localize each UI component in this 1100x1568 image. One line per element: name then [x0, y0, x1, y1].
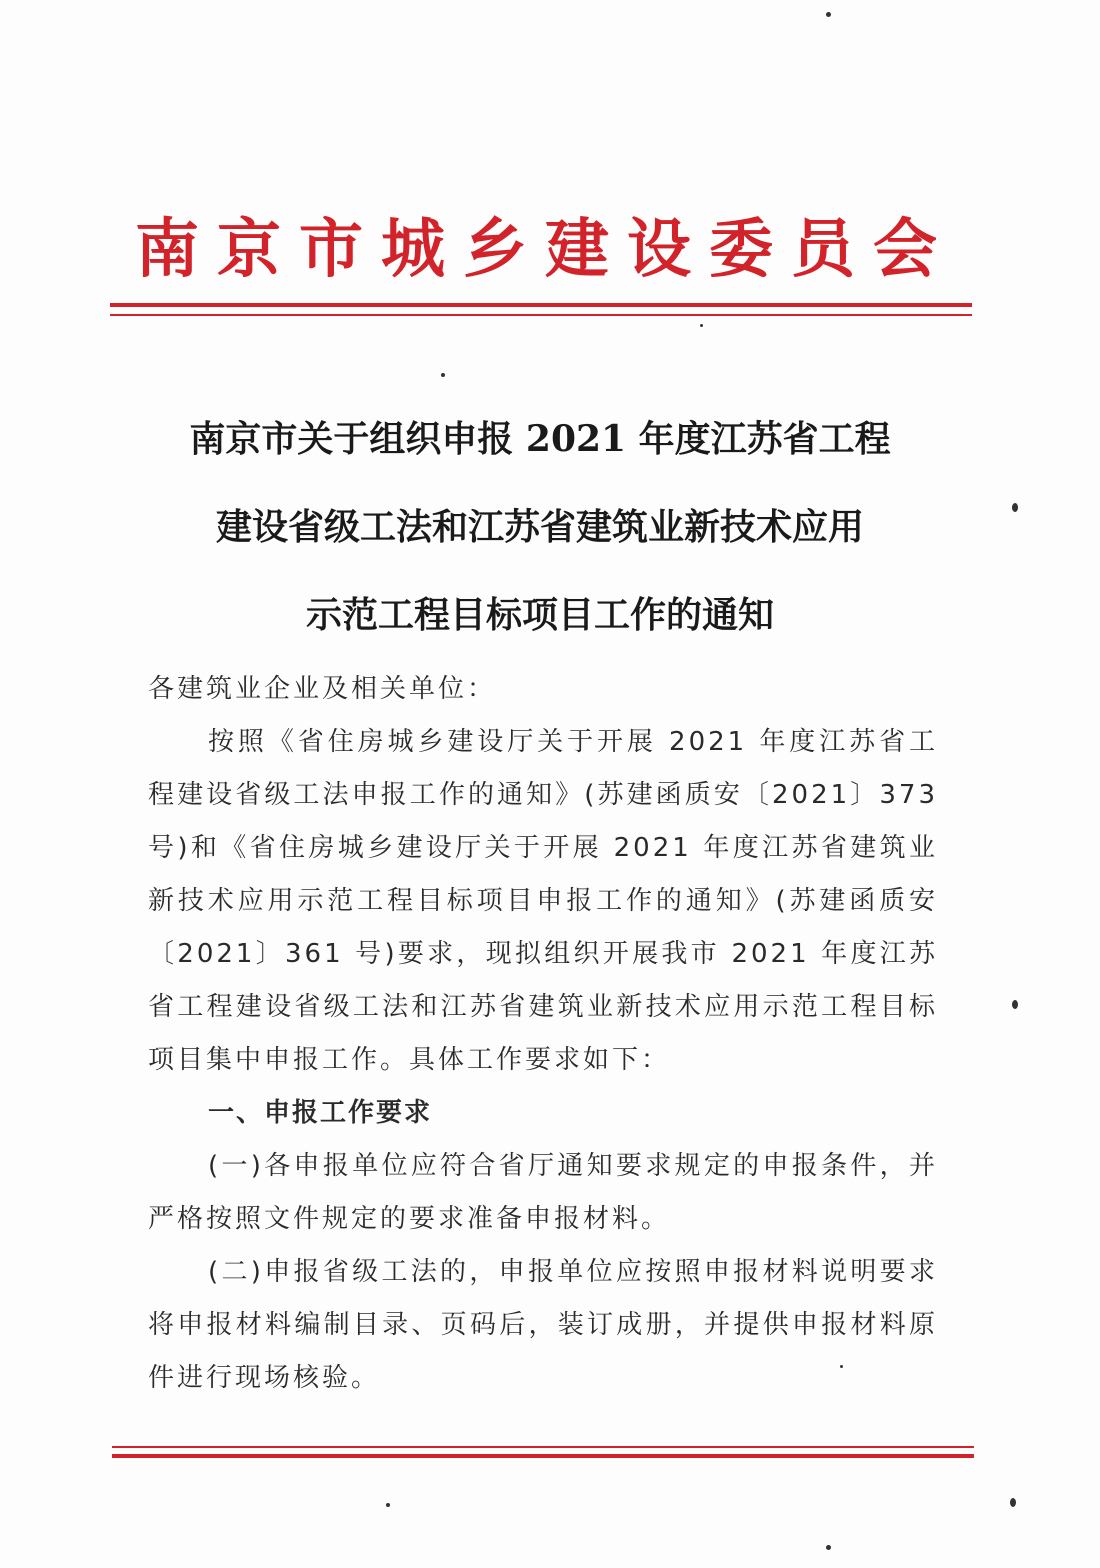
section-heading: 一、申报工作要求 — [208, 1098, 433, 1128]
footer-rule-thin — [112, 1446, 974, 1448]
paragraph-item-1: (一)各申报单位应符合省厅通知要求规定的申报条件，并严格按照文件规定的要求准备申报材料。 — [148, 1151, 938, 1234]
document-body — [148, 663, 938, 1405]
paragraph-intro: 按照《省住房城乡建设厅关于开展 2021 年度江苏省工程建设省级工法申报工作的通知》(苏建函质安〔2021〕373 号)和《省住房城乡建设厅关于开展 2021 年度江苏省建筑业新技术应用示范工程目标项目申报工作的通知》(苏建函质安〔2021〕361 号)要求，现拟组织开展我市 2021 年度江苏省工程建设省级工法和江苏省建筑业新技术应用示范工程目标项目集中申报工作。具体工作要求如下： — [148, 727, 938, 1075]
document-title-line-1: 南京市关于组织申报 2021 年度江苏省工程 — [189, 418, 891, 460]
scan-speck — [826, 1545, 831, 1550]
scan-speck — [1012, 503, 1018, 512]
letterhead-rule-thick — [110, 303, 972, 307]
scan-speck — [1010, 1498, 1016, 1507]
scan-speck — [441, 373, 445, 377]
scan-speck — [700, 324, 703, 327]
salutation: 各建筑业企业及相关单位： — [148, 674, 497, 704]
footer-rule-thick — [112, 1454, 974, 1458]
document-title — [110, 395, 970, 659]
letterhead-rule-thin — [110, 314, 972, 316]
scan-speck — [1012, 1000, 1018, 1009]
document-title-line-3: 示范工程目标项目工作的通知 — [305, 594, 774, 636]
document-title-line-2: 建设省级工法和江苏省建筑业新技术应用 — [215, 506, 864, 548]
letterhead-title: 南京市城乡建设委员会 — [135, 212, 955, 287]
scan-speck — [840, 1365, 843, 1368]
paragraph-item-2: (二)申报省级工法的，申报单位应按照申报材料说明要求将申报材料编制目录、页码后，装订成册，并提供申报材料原件进行现场核验。 — [148, 1257, 938, 1393]
scan-speck — [386, 1503, 390, 1507]
scan-speck — [826, 12, 831, 17]
